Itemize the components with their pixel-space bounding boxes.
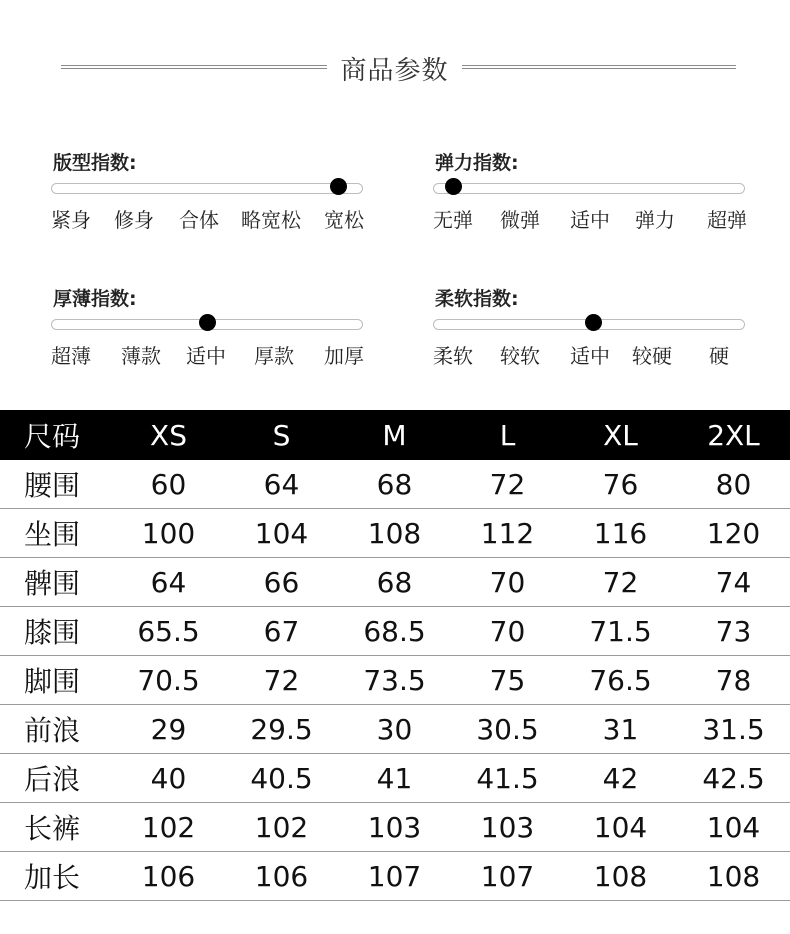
table-cell: 72 bbox=[451, 460, 564, 509]
table-cell: 102 bbox=[225, 803, 338, 852]
thickness-option: 加厚 bbox=[324, 344, 364, 368]
table-row bbox=[0, 656, 790, 705]
table-cell: 40 bbox=[112, 754, 225, 803]
row-label: 长裤 bbox=[0, 803, 112, 852]
table-cell: 73 bbox=[677, 607, 790, 656]
table-cell: 108 bbox=[338, 509, 451, 558]
table-row bbox=[0, 509, 790, 558]
table-cell: 67 bbox=[225, 607, 338, 656]
softness-option: 硬 bbox=[709, 344, 729, 368]
table-cell: 70 bbox=[451, 558, 564, 607]
thickness-option: 超薄 bbox=[51, 344, 91, 368]
row-label: 髀围 bbox=[0, 558, 112, 607]
table-row bbox=[0, 558, 790, 607]
section-header bbox=[0, 46, 790, 86]
elasticity-index-label: 弹力指数: bbox=[435, 152, 519, 174]
softness-option: 适中 bbox=[570, 344, 610, 368]
table-cell: 120 bbox=[677, 509, 790, 558]
table-row bbox=[0, 607, 790, 656]
elasticity-index-marker bbox=[445, 178, 462, 195]
table-cell: 106 bbox=[225, 852, 338, 901]
section-title: 商品参数 bbox=[340, 56, 449, 86]
softness-index bbox=[433, 284, 753, 384]
row-label: 坐围 bbox=[0, 509, 112, 558]
table-row bbox=[0, 460, 790, 509]
table-cell: 74 bbox=[677, 558, 790, 607]
header-divider-right bbox=[462, 65, 736, 69]
thickness-option: 薄款 bbox=[121, 344, 161, 368]
table-cell: 76.5 bbox=[564, 656, 677, 705]
elasticity-index-track bbox=[433, 183, 745, 194]
table-cell: 30.5 bbox=[451, 705, 564, 754]
table-cell: 102 bbox=[112, 803, 225, 852]
softness-option: 较软 bbox=[500, 344, 540, 368]
thickness-index bbox=[51, 284, 371, 384]
row-label: 膝围 bbox=[0, 607, 112, 656]
table-cell: 68 bbox=[338, 558, 451, 607]
fit-index bbox=[51, 148, 371, 248]
table-row bbox=[0, 754, 790, 803]
table-cell: 41.5 bbox=[451, 754, 564, 803]
table-cell: 103 bbox=[338, 803, 451, 852]
table-cell: 112 bbox=[451, 509, 564, 558]
size-header-cell: M bbox=[338, 410, 451, 460]
table-cell: 65.5 bbox=[112, 607, 225, 656]
table-cell: 104 bbox=[677, 803, 790, 852]
table-cell: 76 bbox=[564, 460, 677, 509]
elasticity-option: 超弹 bbox=[707, 208, 747, 232]
fit-option: 略宽松 bbox=[241, 208, 301, 232]
table-cell: 80 bbox=[677, 460, 790, 509]
table-cell: 104 bbox=[225, 509, 338, 558]
table-cell: 78 bbox=[677, 656, 790, 705]
elasticity-option: 微弹 bbox=[500, 208, 540, 232]
softness-option: 较硬 bbox=[632, 344, 672, 368]
fit-index-label: 版型指数: bbox=[53, 152, 137, 174]
row-label: 加长 bbox=[0, 852, 112, 901]
table-cell: 42.5 bbox=[677, 754, 790, 803]
fit-index-track bbox=[51, 183, 363, 194]
header-divider-left bbox=[61, 65, 327, 69]
table-cell: 29 bbox=[112, 705, 225, 754]
table-cell: 104 bbox=[564, 803, 677, 852]
size-header-cell: 尺码 bbox=[0, 410, 112, 460]
thickness-index-marker bbox=[199, 314, 216, 331]
elasticity-option: 无弹 bbox=[433, 208, 473, 232]
table-row bbox=[0, 803, 790, 852]
size-header-cell: 2XL bbox=[677, 410, 790, 460]
table-cell: 70 bbox=[451, 607, 564, 656]
size-header-cell: S bbox=[225, 410, 338, 460]
thickness-index-label: 厚薄指数: bbox=[53, 288, 137, 310]
table-cell: 41 bbox=[338, 754, 451, 803]
table-cell: 42 bbox=[564, 754, 677, 803]
table-row bbox=[0, 705, 790, 754]
size-table bbox=[0, 410, 790, 901]
table-cell: 60 bbox=[112, 460, 225, 509]
table-cell: 107 bbox=[451, 852, 564, 901]
fit-option: 宽松 bbox=[324, 208, 364, 232]
table-cell: 68.5 bbox=[338, 607, 451, 656]
table-cell: 66 bbox=[225, 558, 338, 607]
table-cell: 40.5 bbox=[225, 754, 338, 803]
table-cell: 108 bbox=[677, 852, 790, 901]
fit-option: 修身 bbox=[114, 208, 154, 232]
table-cell: 100 bbox=[112, 509, 225, 558]
table-cell: 108 bbox=[564, 852, 677, 901]
size-header-cell: L bbox=[451, 410, 564, 460]
table-cell: 31.5 bbox=[677, 705, 790, 754]
table-cell: 73.5 bbox=[338, 656, 451, 705]
softness-index-marker bbox=[585, 314, 602, 331]
table-cell: 116 bbox=[564, 509, 677, 558]
size-table-header-row bbox=[0, 410, 790, 460]
table-cell: 70.5 bbox=[112, 656, 225, 705]
elasticity-option: 适中 bbox=[570, 208, 610, 232]
row-label: 前浪 bbox=[0, 705, 112, 754]
table-cell: 106 bbox=[112, 852, 225, 901]
softness-option: 柔软 bbox=[433, 344, 473, 368]
table-cell: 72 bbox=[225, 656, 338, 705]
fit-option: 合体 bbox=[179, 208, 219, 232]
table-cell: 75 bbox=[451, 656, 564, 705]
row-label: 腰围 bbox=[0, 460, 112, 509]
table-row bbox=[0, 852, 790, 901]
size-header-cell: XS bbox=[112, 410, 225, 460]
row-label: 后浪 bbox=[0, 754, 112, 803]
table-cell: 29.5 bbox=[225, 705, 338, 754]
thickness-option: 厚款 bbox=[254, 344, 294, 368]
table-cell: 103 bbox=[451, 803, 564, 852]
softness-index-label: 柔软指数: bbox=[435, 288, 519, 310]
table-cell: 64 bbox=[112, 558, 225, 607]
table-cell: 68 bbox=[338, 460, 451, 509]
elasticity-option: 弹力 bbox=[635, 208, 675, 232]
fit-option: 紧身 bbox=[51, 208, 91, 232]
table-cell: 30 bbox=[338, 705, 451, 754]
table-cell: 71.5 bbox=[564, 607, 677, 656]
row-label: 脚围 bbox=[0, 656, 112, 705]
thickness-option: 适中 bbox=[186, 344, 226, 368]
table-cell: 72 bbox=[564, 558, 677, 607]
table-cell: 107 bbox=[338, 852, 451, 901]
table-cell: 31 bbox=[564, 705, 677, 754]
elasticity-index bbox=[433, 148, 753, 248]
table-cell: 64 bbox=[225, 460, 338, 509]
size-header-cell: XL bbox=[564, 410, 677, 460]
fit-index-marker bbox=[330, 178, 347, 195]
